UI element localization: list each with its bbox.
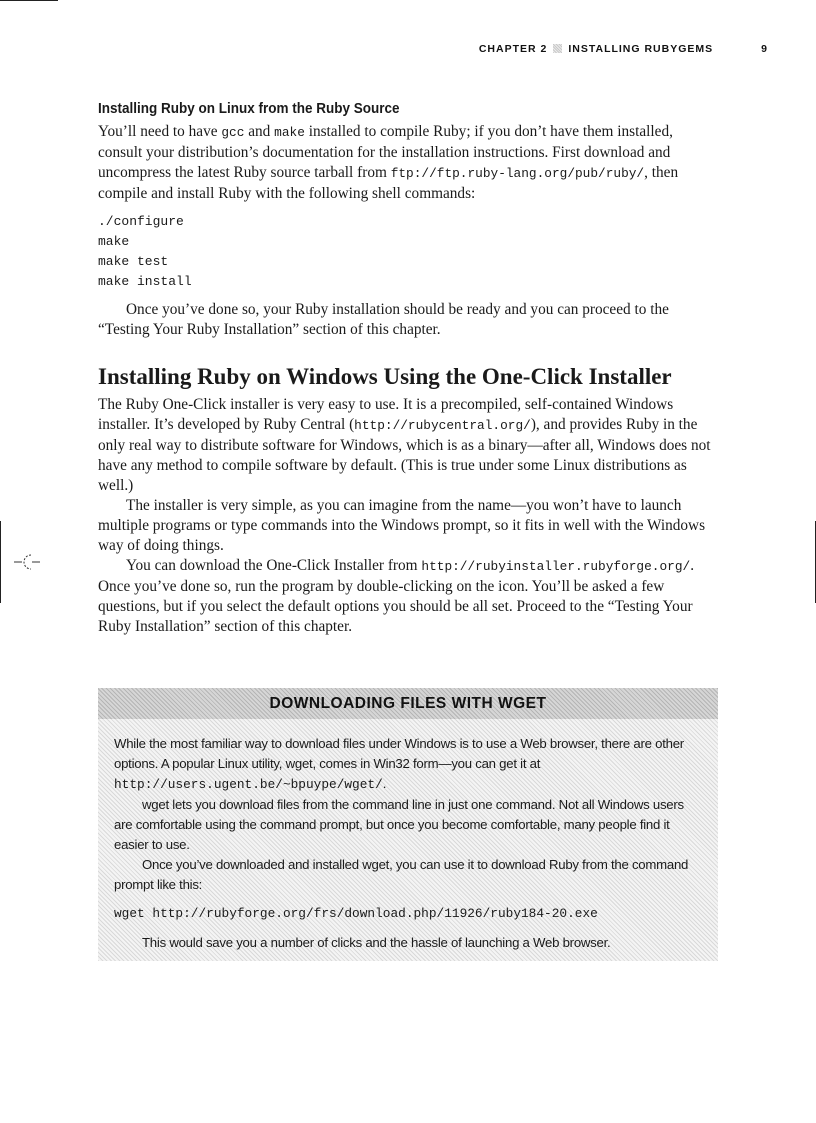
wget-sidebar [98, 688, 718, 961]
text-span: ), and provides Ruby in the only real way to distribute software for Windows, which is as a binary—after all, Windows does not have any method to compile software by default. (This is true under some Linux distributions as well.) [98, 416, 711, 494]
page-number: 9 [761, 43, 768, 55]
text-span: You can download the One-Click Installer from [126, 557, 422, 574]
text-span: installed to compile Ruby; if you don’t have them installed, consult your distribution’s documentation for the installation instructions. First download and uncompress the latest Ruby source tarball from [98, 123, 673, 181]
text-span: and [244, 123, 275, 140]
separator-square-icon [553, 44, 562, 53]
linux-para-1 [98, 122, 718, 204]
linux-section-heading: Installing Ruby on Linux from the Ruby Source [98, 100, 400, 117]
running-head-title: INSTALLING RUBYGEMS [568, 43, 714, 55]
wget-download-link[interactable]: http://users.ugent.be/~bpuype/wget/ [114, 777, 383, 792]
crop-mark-top [0, 0, 58, 1]
text-span: The Ruby One-Click installer is very easy to use. It is a precompiled, self-contained Windows installer. It’s developed by Ruby Central ( [98, 396, 674, 433]
running-head-chapter: CHAPTER 2 [478, 43, 548, 55]
code-line: make test [98, 254, 169, 269]
sidebar-para-4: This would save you a number of clicks and the hassle of launching a Web browser. [142, 935, 611, 950]
running-head [0, 43, 768, 55]
sidebar-para-3: Once you’ve downloaded and installed wget, you can use it to download Ruby from the command prompt like this: [114, 857, 689, 892]
rubyinstaller-link[interactable]: http://rubyinstaller.rubyforge.org/ [421, 559, 691, 574]
code-line: make install [98, 274, 192, 289]
ftp-link[interactable]: ftp://ftp.ruby-lang.org/pub/ruby/ [390, 166, 645, 181]
windows-section-heading: Installing Ruby on Windows Using the One-Click Installer [98, 364, 672, 389]
inline-code-make: make [274, 125, 305, 140]
text-span: While the most familiar way to download files under Windows is to use a Web browser, there are other options. A popular Linux utility, wget, comes in Win32 form—you can get it at [114, 736, 684, 771]
sidebar-para-1 [114, 734, 704, 795]
page-content [98, 100, 718, 637]
wget-command: wget http://rubyforge.org/frs/download.php/11926/ruby184-20.exe [114, 906, 598, 921]
sidebar-title: DOWNLOADING FILES WITH WGET [98, 688, 718, 719]
code-line: make [98, 234, 130, 249]
sidebar-body [98, 719, 718, 953]
text-span: . [382, 776, 387, 791]
text-span: . Once you’ve done so, run the program by double-clicking on the icon. You’ll be asked a few questions, but if you select the default options you should be all set. Proceed to the “Testing Your Ruby Installation” section of this chapter. [98, 557, 695, 635]
text-span: , then compile and install Ruby with the following shell commands: [98, 164, 679, 202]
crop-mark-left [0, 521, 1, 603]
rubycentral-link[interactable]: http://rubycentral.org/ [354, 418, 531, 433]
sidebar-para-2: wget lets you download files from the command line in just one command. Not all Windows users are comfortable using the command prompt, but once you become comfortable, many people find it easier to use. [114, 797, 684, 852]
windows-para-3 [98, 556, 718, 637]
registration-mark-icon [14, 552, 40, 572]
code-line: ./configure [98, 214, 184, 229]
inline-code-gcc: gcc [221, 125, 245, 140]
windows-para-2: The installer is very simple, as you can imagine from the name—you won’t have to launch multiple programs or type commands into the Windows prompt, so it fits in well with the Windows way of doing things. [98, 497, 706, 554]
linux-para-2: Once you’ve done so, your Ruby installation should be ready and you can proceed to the “Testing Your Ruby Installation” section of this chapter. [98, 301, 669, 338]
text-span: You’ll need to have [98, 123, 222, 140]
windows-para-1 [98, 395, 718, 496]
shell-commands [98, 212, 718, 292]
